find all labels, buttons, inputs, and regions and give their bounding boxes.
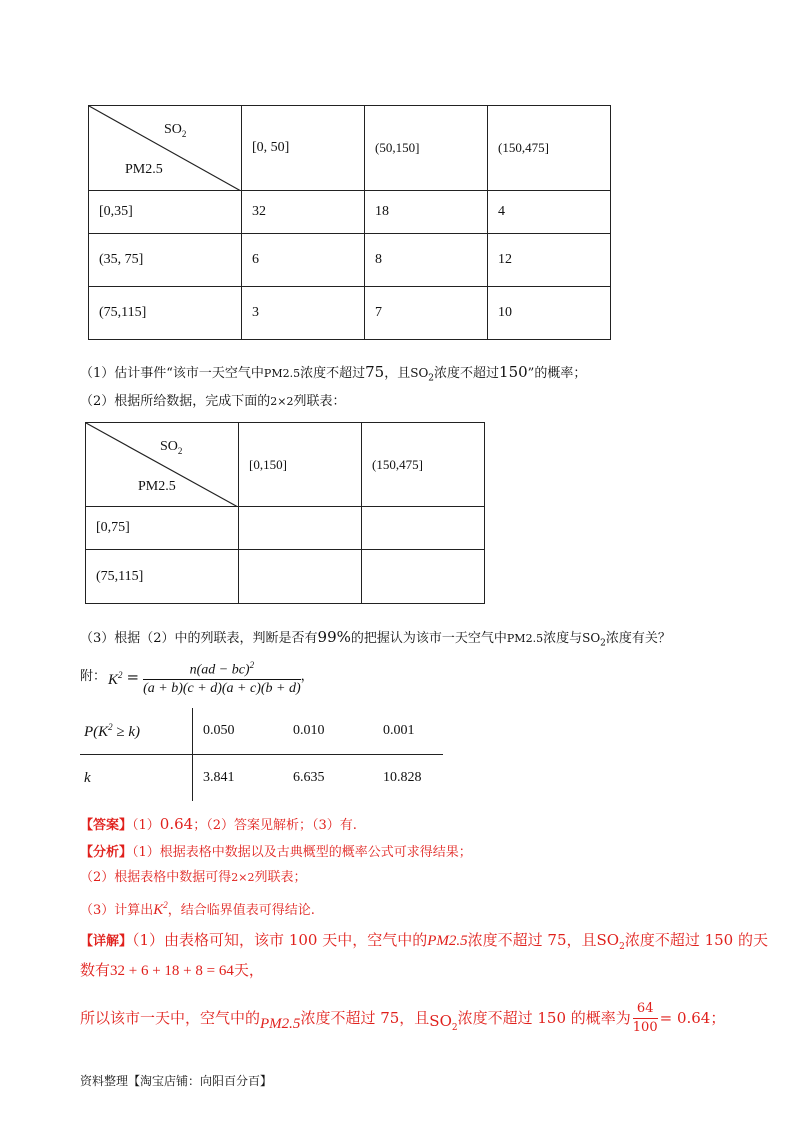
table1-col-header: (50,150] — [365, 106, 488, 191]
table-row — [89, 287, 611, 340]
detail-line-1: 【详解】（1）由表格可知，该市 100 天中，空气中的PM2.5浓度不超过 75，且$SO_2$浓度不超过 150 的天 — [80, 931, 768, 952]
empty-cell — [239, 507, 362, 550]
row-label: (35, 75] — [89, 234, 242, 287]
critical-value-table — [80, 708, 443, 801]
table-cell: 18 — [365, 191, 488, 234]
table-row — [89, 191, 611, 234]
corner-pm25-label: PM2.5 — [138, 479, 176, 494]
corner-pm25-label: PM2.5 — [125, 162, 163, 177]
empty-cell — [239, 550, 362, 604]
table-cell: 3.841 — [203, 770, 235, 785]
table-row — [80, 708, 443, 755]
table-cell: 7 — [365, 287, 488, 340]
table-cell: 6 — [242, 234, 365, 287]
table2-corner-cell — [86, 423, 239, 507]
table1-corner-cell — [89, 106, 242, 191]
question-3: （3）根据（2）中的列联表，判断是否有99%的把握认为该市一天空气中PM2.5浓度与$SO_2$浓度有关？ — [80, 628, 671, 649]
table2-col-header: (150,475] — [362, 423, 485, 507]
table-row — [86, 507, 485, 550]
corner-so2-label: $SO_2$ — [160, 439, 183, 456]
row-label: (75,115] — [89, 287, 242, 340]
table-cell: 8 — [365, 234, 488, 287]
row-label: [0,75] — [86, 507, 239, 550]
table2-col-header: [0,150] — [239, 423, 362, 507]
table-cell: 12 — [488, 234, 611, 287]
analysis-line-2: （2）根据表格中数据可得2×2列联表； — [80, 870, 307, 885]
table-cell: 0.010 — [285, 708, 375, 755]
diagonal-line — [89, 106, 241, 191]
footer-source: 资料整理【淘宝店铺：向阳百分百】 — [80, 1074, 273, 1088]
row-label: (75,115] — [86, 550, 239, 604]
table-row — [89, 234, 611, 287]
empty-cell — [362, 550, 485, 604]
answer-line: 【答案】（1）0.64；（2）答案见解析；（3）有. — [80, 815, 357, 833]
table-cell: 3 — [242, 287, 365, 340]
table-contingency-2x2 — [85, 422, 485, 604]
table-cell: 0.050 — [193, 708, 286, 755]
table-cell: 10.828 — [383, 770, 422, 785]
formula-fraction: $\frac{n(ad - bc)^2}{(a + b)(c + d)(a + c)(b + d)}$ — [143, 656, 301, 699]
table-pm25-so2 — [88, 105, 611, 340]
table-cell: 6.635 — [293, 770, 325, 785]
empty-cell — [362, 507, 485, 550]
analysis-line-3: （3）计算出$K^2$，结合临界值表可得结论. — [80, 900, 315, 918]
table1-col-header: [0, 50] — [242, 106, 365, 191]
table-row — [86, 550, 485, 604]
question-2: （2）根据所给数据，完成下面的2×2列联表： — [80, 394, 346, 409]
row-label: [0,35] — [89, 191, 242, 234]
detail-line-3: 所以该市一天中，空气中的 PM2.5 浓度不超过 75，且 $SO_2$ 浓度不超过 150 的概率为 $\frac{64}{100}$ = 0.64 ； — [80, 1000, 726, 1035]
corner-so2-label: $SO_2$ — [164, 122, 187, 139]
table1-col-header: (150,475] — [488, 106, 611, 191]
table-cell: 10 — [488, 287, 611, 340]
detail-line-2: 数有32 + 6 + 18 + 8 = 64天， — [80, 961, 264, 979]
table-cell: 32 — [242, 191, 365, 234]
row-label: $P(K^2 \ge k)$ — [80, 708, 193, 755]
row-label: k — [80, 755, 193, 802]
probability-fraction: $\frac{64}{100}$ — [632, 1000, 658, 1035]
analysis-line-1: 【分析】（1）根据表格中数据以及古典概型的概率公式可求得结果； — [80, 845, 472, 860]
table-cell: 4 — [488, 191, 611, 234]
table-cell: 0.001 — [375, 708, 443, 755]
table-row — [80, 755, 443, 802]
k-squared-formula: 附： $K^2$ = $\frac{n(ad - bc)^2}{(a + b)(c + d)(a + c)(b + d)}$ ， — [80, 654, 314, 700]
question-1: （1）估计事件“该市一天空气中PM2.5浓度不超过75，且$SO_2$浓度不超过150”的概率； — [80, 363, 587, 384]
